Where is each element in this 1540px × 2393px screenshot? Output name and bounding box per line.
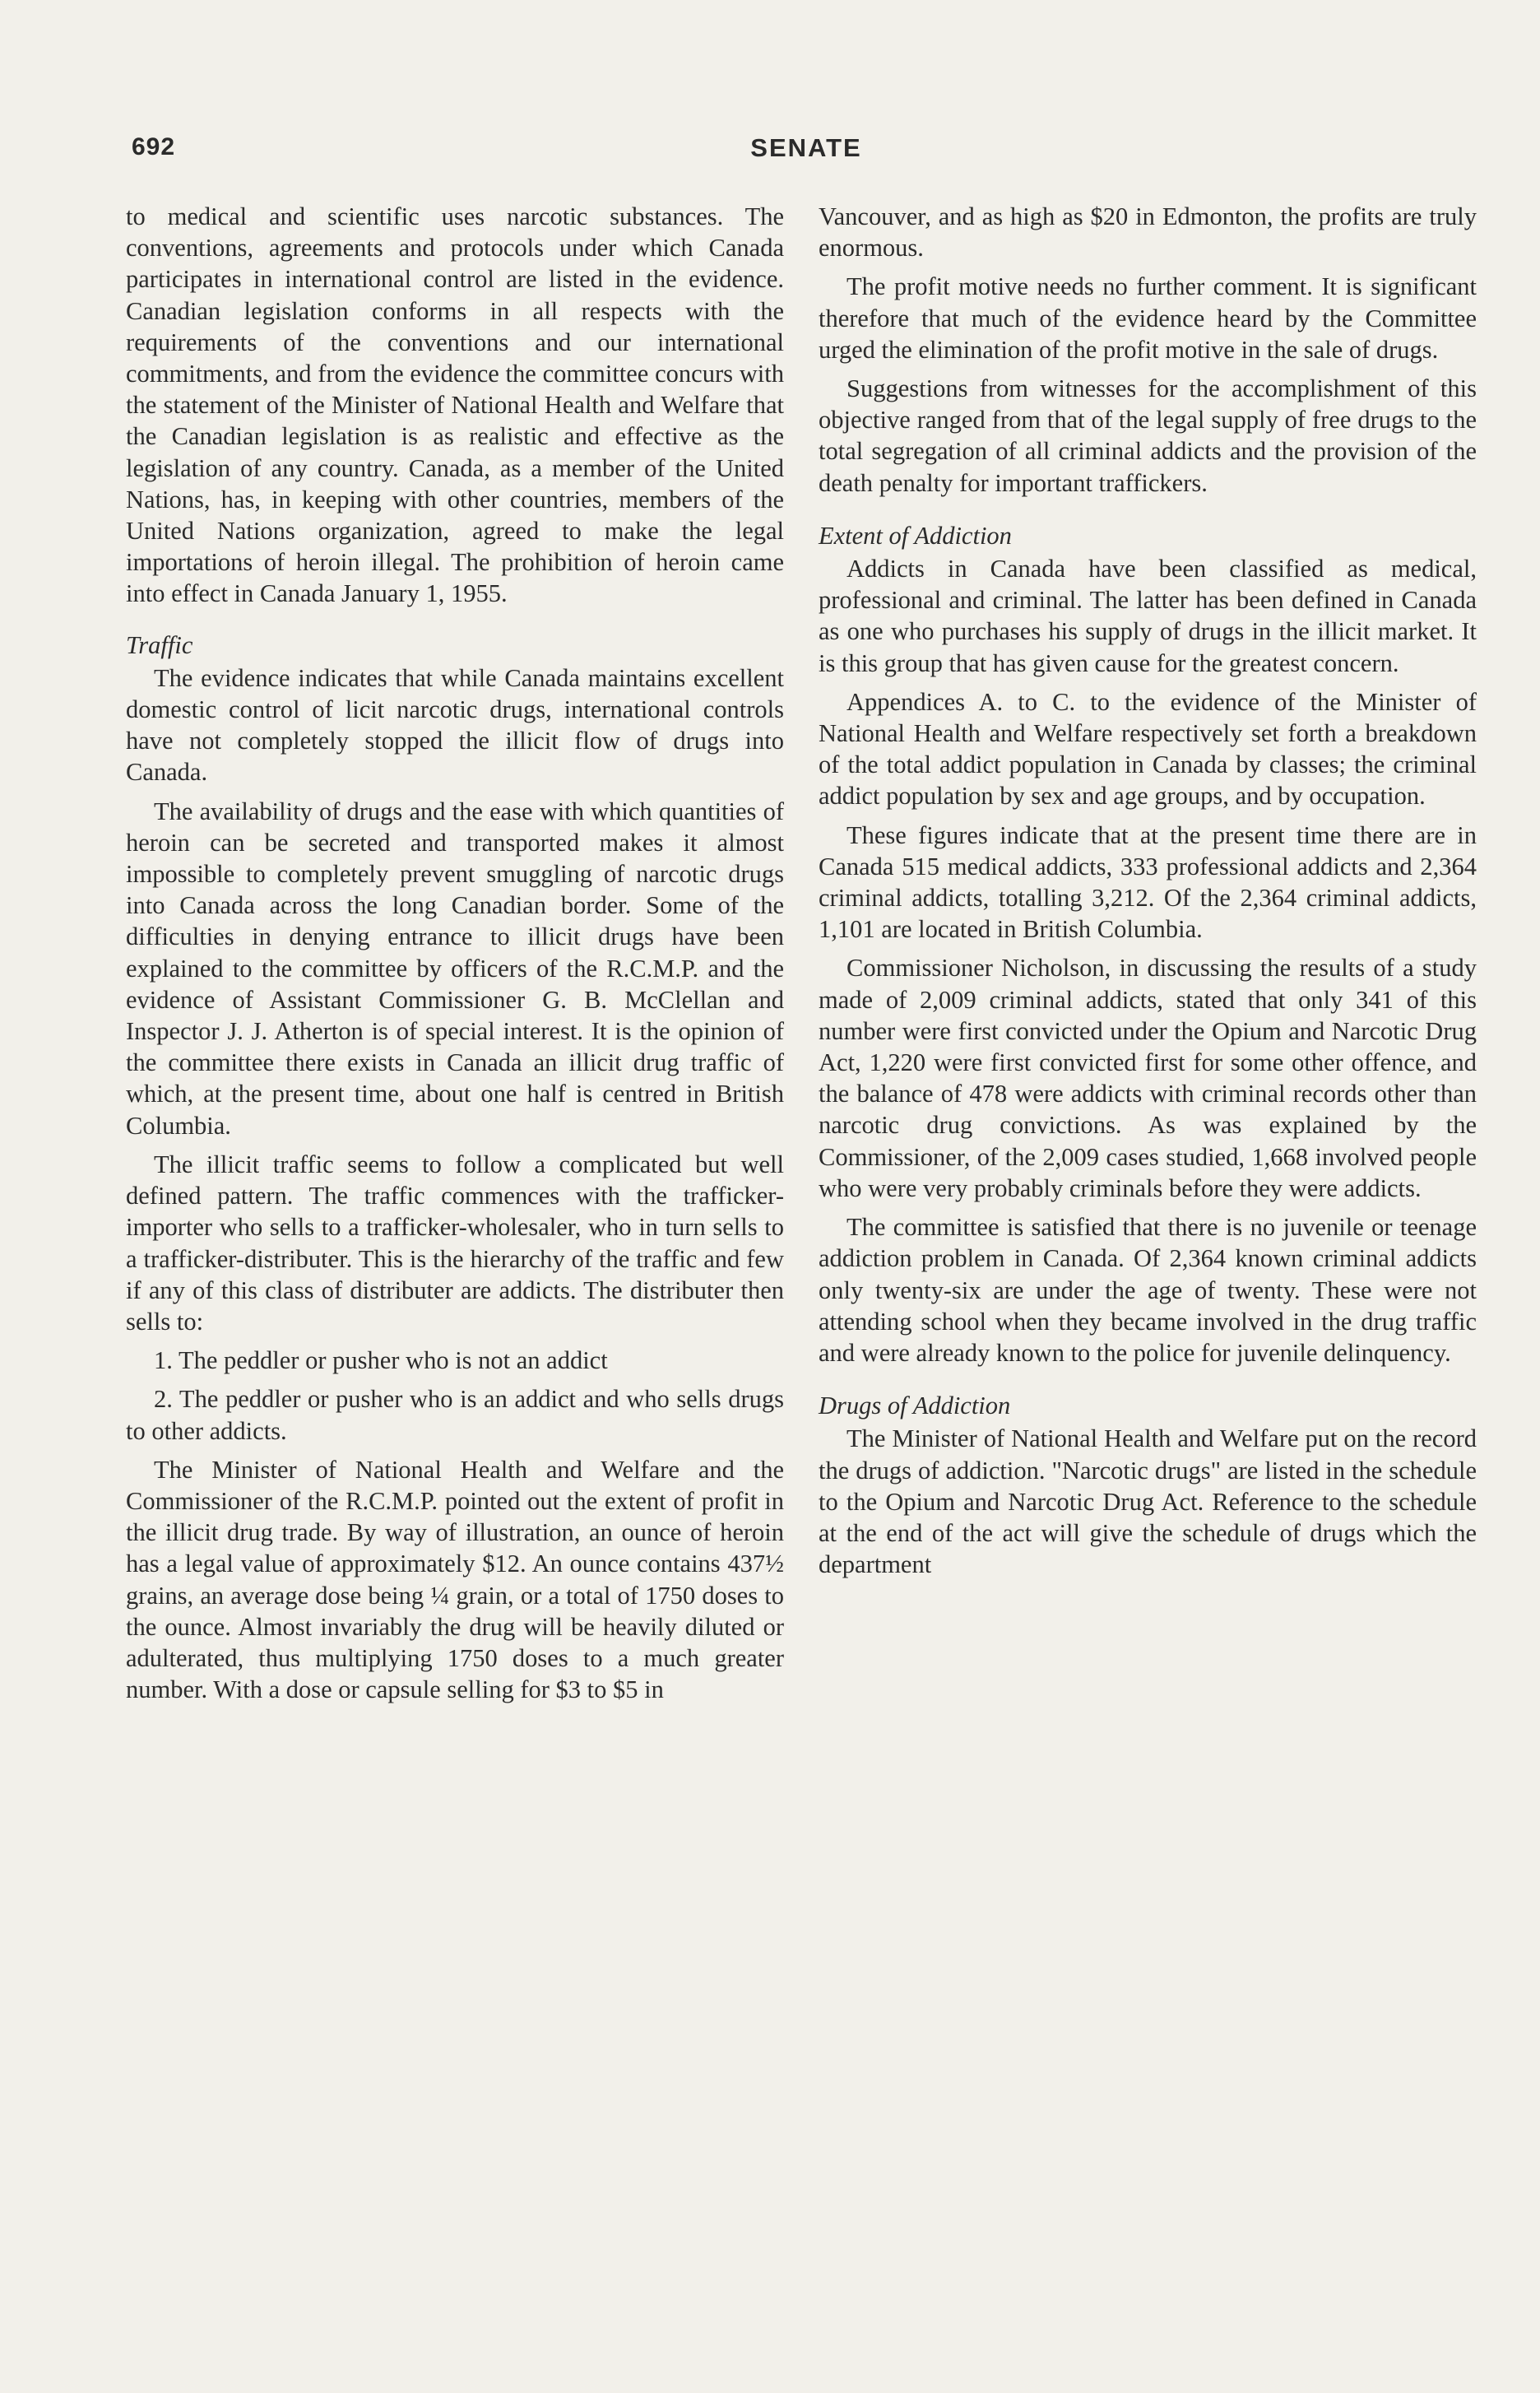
section-heading-drugs-of-addiction: Drugs of Addiction (819, 1392, 1011, 1420)
section-heading-extent-of-addiction: Extent of Addiction (819, 521, 1012, 550)
list-item: 2. The peddler or pusher who is an addict and who sells drugs to other addicts. (126, 1385, 784, 1445)
paragraph: The Minister of National Health and Welfare put on the record the drugs of addiction. "Narcotic drugs" are listed in the schedule to the Opium and Narcotic Drug Act. Reference to the schedule at the end of the act will give the schedule of drugs which the department (819, 1424, 1477, 1579)
left-column (126, 201, 784, 1712)
running-head: SENATE (750, 133, 862, 162)
list-item: 1. The peddler or pusher who is not an addict (154, 1346, 608, 1375)
right-column (819, 201, 1477, 1587)
paragraph: to medical and scientific uses narcotic substances. The conventions, agreements and protocols under which Canada participates in international control are listed in the evidence. Canadian legislation conforms in all respects with the requirements of the conventions and our international commitments, and from the evidence the committee concurs with the statement of the Minister of National Health and Welfare that the Canadian legislation is as realistic and effective as the legislation of any country. Canada, as a member of the United Nations, has, in keeping with other countries, members of the United Nations organization, agreed to make the legal importations of heroin illegal. The prohibition of heroin came into effect in Canada January 1, 1955. (126, 202, 784, 608)
paragraph: The availability of drugs and the ease with which quantities of heroin can be secreted and transported makes it almost impossible to completely prevent smuggling of narcotic drugs into Canada across the long Canadian border. Some of the difficulties in denying entrance to illicit drugs have been explained to the committee by officers of the R.C.M.P. and the evidence of Assistant Commissioner G. B. McClellan and Inspector J. J. Atherton is of special interest. It is the opinion of the committee there exists in Canada an illicit drug traffic of which, at the present time, about one half is centred in British Columbia. (126, 797, 784, 1140)
paragraph: The committee is satisfied that there is no juvenile or teenage addiction problem in Canada. Of 2,364 known criminal addicts only twenty-six are under the age of twenty. These were not attending school when they became involved in the drug traffic and were already known to the police for juvenile delinquency. (819, 1213, 1477, 1367)
paragraph: Suggestions from witnesses for the accomplishment of this objective ranged from that of the legal supply of free drugs to the total segregation of all criminal addicts and the provision of the death penalty for important traffickers. (819, 374, 1477, 497)
paragraph: The profit motive needs no further comment. It is significant therefore that much of the evidence heard by the Committee urged the elimination of the profit motive in the sale of drugs. (819, 272, 1477, 364)
paragraph: The Minister of National Health and Welfare and the Commissioner of the R.C.M.P. pointed out the extent of profit in the illicit drug trade. By way of illustration, an ounce of heroin has a legal value of approximately $12. An ounce contains 437½ grains, an average dose being ¼ grain, or a total of 1750 doses to the ounce. Almost invariably the drug will be heavily diluted or adulterated, thus multiplying 1750 doses to a much greater number. With a dose or capsule selling for $3 to $5 in (126, 1455, 784, 1704)
paragraph: Addicts in Canada have been classified as medical, professional and criminal. The latter has been defined in Canada as one who purchases his supply of drugs in the illicit market. It is this group that has given cause for the greatest concern. (819, 555, 1477, 677)
page-header (132, 133, 1481, 166)
section-heading-traffic: Traffic (126, 630, 193, 659)
paragraph: The illicit traffic seems to follow a complicated but well defined pattern. The traffic commences with the trafficker-importer who sells to a trafficker-wholesaler, who in turn sells to a trafficker-distributer. This is the hierarchy of the traffic and few if any of this class of distributer are addicts. The distributer then sells to: (126, 1150, 784, 1336)
paragraph: Appendices A. to C. to the evidence of the Minister of National Health and Welfare respectively set forth a breakdown of the total addict population in Canada by classes; the criminal addict population by sex and age groups, and by occupation. (819, 687, 1477, 811)
paragraph: Vancouver, and as high as $20 in Edmonton, the profits are truly enormous. (819, 202, 1477, 263)
page-number: 692 (132, 133, 176, 160)
paragraph: The evidence indicates that while Canada maintains excellent domestic control of licit narcotic drugs, international controls have not completely stopped the illicit flow of drugs into Canada. (126, 663, 784, 787)
paragraph: These figures indicate that at the present time there are in Canada 515 medical addicts, 333 professional addicts and 2,364 criminal addicts, totalling 3,212. Of the 2,364 criminal addicts, 1,101 are located in British Columbia. (819, 820, 1477, 944)
paragraph: Commissioner Nicholson, in discussing the results of a study made of 2,009 criminal addicts, stated that only 341 of this number were first convicted under the Opium and Narcotic Drug Act, 1,220 were first convicted first for some other offence, and the balance of 478 were addicts with criminal records other than narcotic drug convictions. As was explained by the Commissioner, of the 2,009 cases studied, 1,668 involved people who were very probably criminals before they were addicts. (819, 954, 1477, 1202)
